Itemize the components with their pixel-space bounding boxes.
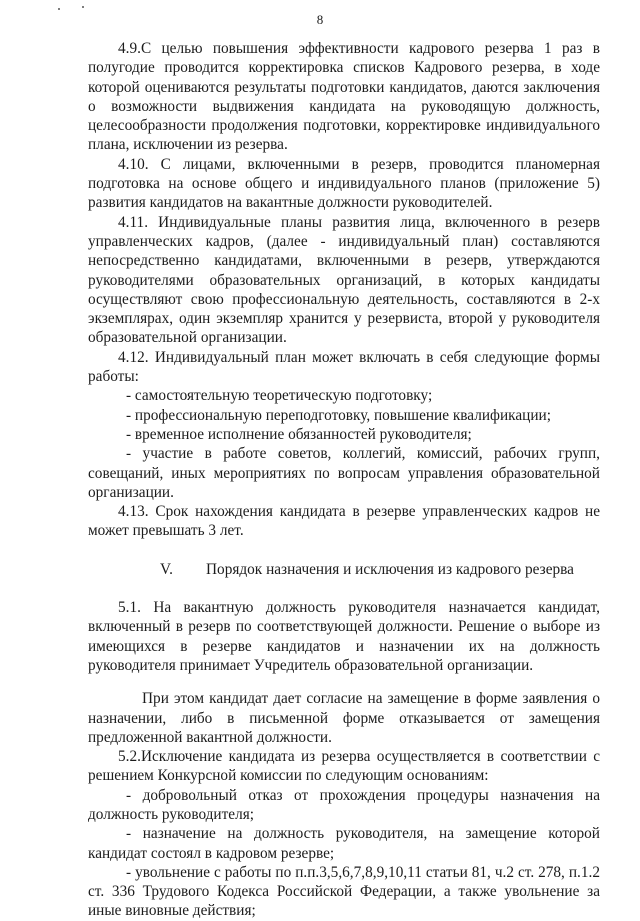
list-item: - самостоятельную теоретическую подготовку; bbox=[126, 387, 433, 405]
list-item: - добровольный отказ от прохождения процедуры назначения на должность руководителя; bbox=[88, 786, 600, 823]
paragraph-4-11: 4.11. Индивидуальные планы развития лица, включенного в резерв управленческих кадров, (далее - индивидуальный план) составляются непосредственно кандидатами, включенными в резерв, утверждаются руководителями образовательных организаций, в которых кандидаты осуществляют свою профессиональную деятельность, составляются в 2-х экземплярах, один экземпляр хранится у резервиста, второй у руководителя образовательной организации. bbox=[88, 213, 600, 347]
paragraph-4-9: 4.9.С целью повышения эффективности кадрового резерва 1 раз в полугодие проводится корректировка списков Кадрового резерва, в ходе которой оцениваются результаты подготовки кандидатов, даются заключения о возможности выдвижения кандидата на руководящую должность, целесообразности продолжения подготовки, корректировке индивидуального плана, исключении из резерва. bbox=[88, 40, 600, 154]
paragraph-gap bbox=[88, 675, 600, 689]
section-number: V. bbox=[160, 560, 173, 578]
paragraph-4-13: 4.13. Срок нахождения кандидата в резерве управленческих кадров не может превышать 3 лет. bbox=[88, 503, 600, 540]
paragraph-5-1: 5.1. На вакантную должность руководителя назначается кандидат, включенный в резерв по соответствующей должности. Решение о выборе из имеющихся в резерве кандидатов и назначении их на должность руководителя принимает Учредитель образовательной организации. bbox=[88, 599, 600, 674]
list-item: - профессиональную переподготовку, повышение квалификации; bbox=[126, 406, 551, 424]
paragraph-consent: При этом кандидат дает согласие на замещение в форме заявления о назначении, либо в письменной форме отказывается от замещения предложенной вакантной должности. bbox=[88, 690, 600, 746]
paragraph-4-12: 4.12. Индивидуальный план может включать в себя следующие формы работы: bbox=[88, 348, 600, 386]
document-body bbox=[88, 39, 600, 921]
list-item: - временное исполнение обязанностей руководителя; bbox=[126, 425, 472, 443]
paragraph-5-2: 5.2.Исключение кандидата из резерва осуществляется в соответствии с решением Конкурсной комиссии по следующим основаниям: bbox=[88, 748, 600, 785]
section-heading bbox=[88, 560, 600, 579]
scan-speck bbox=[82, 6, 84, 8]
paragraph-4-10: 4.10. С лицами, включенными в резерв, проводится планомерная подготовка на основе общего и индивидуального планов (приложение 5) развития кандидатов на вакантные должности руководителей. bbox=[88, 155, 600, 212]
list-item: - увольнение с работы по п.п.3,5,6,7,8,9,10,11 статьи 81, ч.2 ст. 278, п.1.2 ст. 336 Трудового Кодекса Российской Федерации, а также увольнение за иные виновные действия; bbox=[88, 863, 600, 920]
section-title: Порядок назначения и исключения из кадрового резерва bbox=[206, 560, 574, 578]
list-item: - участие в работе советов, коллегий, комиссий, рабочих групп, совещаний, иных мероприятиях по вопросам управления образовательной организации. bbox=[88, 445, 600, 501]
scan-speck bbox=[58, 8, 60, 10]
list-item: - назначение на должность руководителя, на замещение которой кандидат состоял в кадровом резерве; bbox=[88, 825, 600, 862]
page-number: 8 bbox=[316, 12, 324, 27]
